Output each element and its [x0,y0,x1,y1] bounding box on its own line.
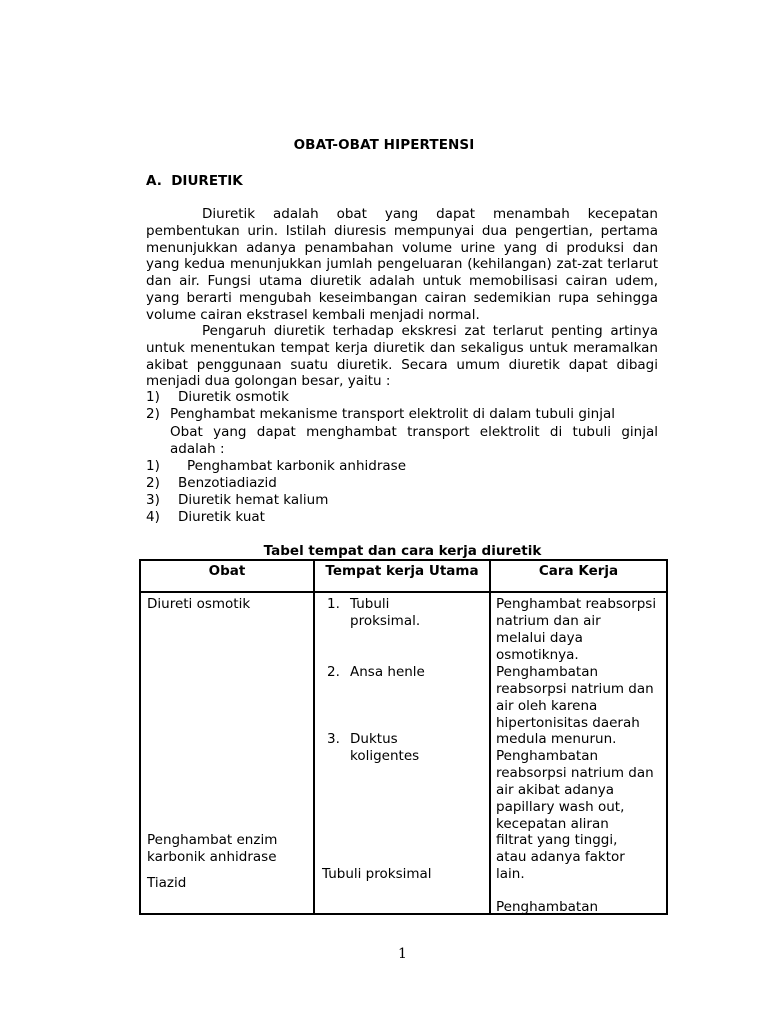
cara-line: Penghambat reabsorpsi [496,596,657,612]
diuretic-groups-list [146,389,658,423]
tempat-item-2-number: 2. [327,664,340,680]
cara-line: reabsorpsi natrium dan [496,765,654,781]
list-item-text: Diuretik osmotik [178,389,289,405]
obat-penghambat-enzim-2: karbonik anhidrase [147,849,277,865]
column-header-tempat: Tempat kerja Utama [314,560,490,592]
page-title: OBAT-OBAT HIPERTENSI [293,137,475,153]
cara-line: natrium dan air [496,613,601,629]
column-header-obat: Obat [140,560,314,592]
tempat-item-3-number: 3. [327,731,340,747]
list-item [146,475,658,492]
list-item-number: 1) [146,389,160,405]
list-item [146,458,658,475]
list-item [146,509,658,526]
cara-line: osmotiknya. [496,647,579,663]
cara-line: hipertonisitas daerah [496,715,640,731]
cara-cell [490,592,667,914]
obat-cell [140,592,314,914]
table-caption: Tabel tempat dan cara kerja diuretik [263,543,542,559]
list-item-text: Penghambat mekanisme transport elektrolit di dalam tubuli ginjal [170,406,615,422]
page-number: 1 [398,946,407,962]
tempat-item-1-number: 1. [327,596,340,612]
tempat-tubuli-proksimal: Tubuli proksimal [322,866,432,882]
cara-line: air oleh karena [496,698,598,714]
cara-line: air akibat adanya [496,782,615,798]
paragraph-1: Diuretik adalah obat yang dapat menambah kecepatan pembentukan urin. Istilah diuresis mempunyai dua pengertian, pertama menunjukkan adanya penambahan volume urine yang di produksi dan yang kedua menunjukkan jumlah pengeluaran (kehilangan) zat-zat terlarut dan air. Fungsi utama diuretik adalah untuk memobilisasi cairan udem, yang berarti mengubah keseimbangan cairan sedemikian rupa sehingga volume cairan ekstrasel kembali menjadi normal. [146,206,658,323]
tempat-cell [314,592,490,914]
list-item-number: 2) [146,475,160,491]
list-item [146,492,658,509]
cara-line: Penghambatan [496,748,599,764]
table-row [140,592,667,914]
list-item [146,406,658,423]
cara-line: atau adanya faktor [496,849,625,865]
tempat-item-1-line-2: proksimal. [350,613,421,629]
list-item-number: 4) [146,509,160,525]
column-header-cara: Cara Kerja [490,560,667,592]
cara-line-last: Penghambatan [496,899,599,915]
obat-tiazid: Tiazid [147,875,187,891]
cara-line: medula menurun. [496,731,617,747]
sub-paragraph: Obat yang dapat menghambat transport elektrolit di tubuli ginjal adalah : [170,424,658,457]
obat-diureti-osmotik: Diureti osmotik [147,596,251,612]
cara-line: Penghambatan [496,664,599,680]
list-item-number: 3) [146,492,160,508]
tempat-item-2-line-1: Ansa henle [350,664,425,680]
table-header-row [140,560,667,592]
paragraph-2: Pengaruh diuretik terhadap ekskresi zat terlarut penting artinya untuk menentukan tempat kerja diuretik dan sekaligus untuk meramalkan akibat penggunaan suatu diuretik. Secara umum diuretik dapat dibagi menjadi dua golongan besar, yaitu : [146,323,658,390]
cara-line: lain. [496,866,525,882]
cara-line: reabsorpsi natrium dan [496,681,654,697]
list-item-text: Diuretik hemat kalium [178,492,329,508]
cara-line: kecepatan aliran [496,816,609,832]
tempat-item-3-line-1: Duktus [350,731,398,747]
obat-penghambat-enzim-1: Penghambat enzim [147,832,278,848]
list-item-text: Benzotiadiazid [178,475,277,491]
list-item-number: 2) [146,406,160,422]
list-item-number: 1) [146,458,160,474]
list-item [146,389,658,406]
diuretic-table [139,559,668,915]
cara-line: melalui daya [496,630,583,646]
section-heading: A. DIURETIK [146,173,243,189]
list-item-text: Penghambat karbonik anhidrase [187,458,407,474]
electrolyte-inhibitor-list [146,458,658,526]
list-item-text: Diuretik kuat [178,509,265,525]
tempat-item-3-line-2: koligentes [350,748,420,764]
tempat-item-1-line-1: Tubuli [350,596,390,612]
cara-line: papillary wash out, [496,799,625,815]
cara-line: filtrat yang tinggi, [496,832,618,848]
